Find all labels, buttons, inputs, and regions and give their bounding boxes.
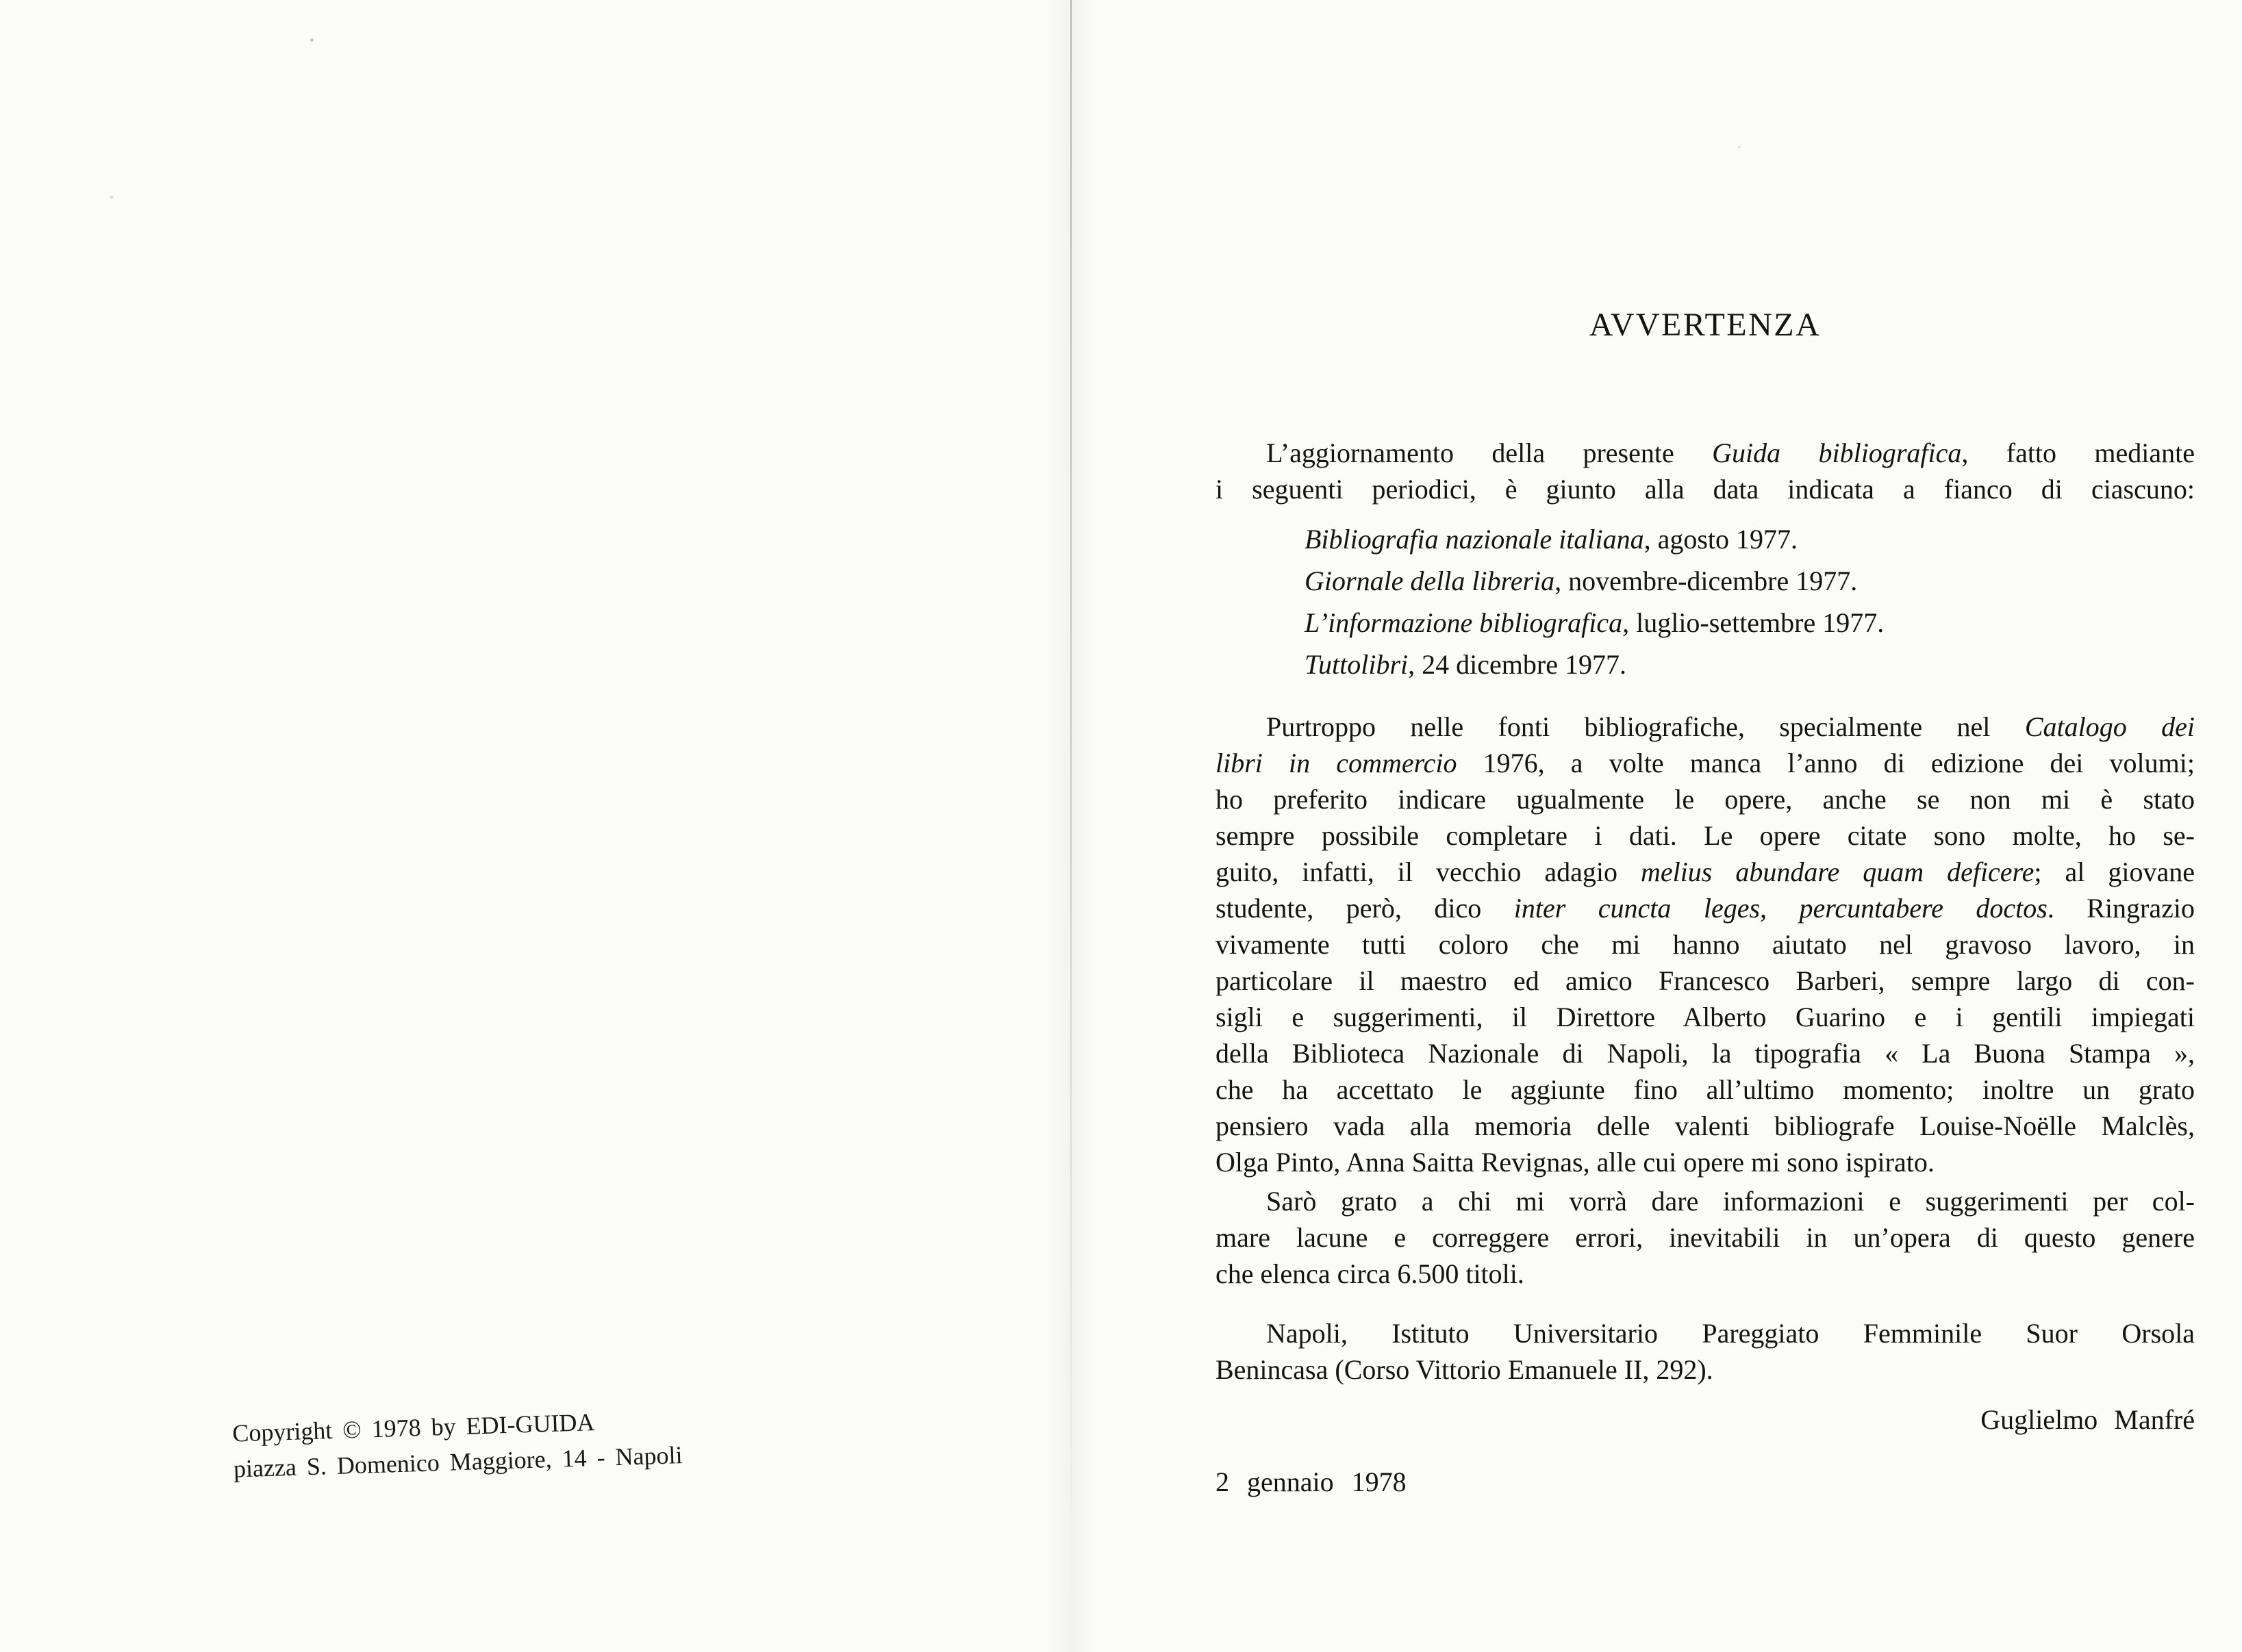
address xyxy=(1216,1315,2195,1388)
text-segment: Sarò grato a chi mi vorrà dare informazioni e suggerimenti per col- xyxy=(1266,1186,2195,1217)
text-segment: sigli e suggerimenti, il Direttore Alberto Guarino e i gentili impiegati xyxy=(1216,1002,2195,1032)
text-line xyxy=(1216,1464,2195,1500)
text-line xyxy=(1216,854,2195,890)
text-line xyxy=(1216,1183,2195,1219)
italic-text-segment: Giornale della libreria xyxy=(1305,566,1555,596)
text-segment: , fatto mediante xyxy=(1961,437,2195,468)
text-segment: . Ringrazio xyxy=(2047,893,2195,924)
italic-text-segment: Guida bibliografica xyxy=(1712,437,1962,468)
italic-text-segment: inter cuncta leges, percuntabere doctos xyxy=(1513,893,2048,924)
text-segment: , 24 dicembre 1977. xyxy=(1408,649,1626,680)
text-segment: particolare il maestro ed amico Francesco Barberi, sempre largo di con- xyxy=(1216,965,2195,996)
text-line xyxy=(1216,963,2195,999)
text-segment: pensiero vada alla memoria delle valenti bibliografe Louise-Noëlle Malclès, xyxy=(1216,1110,2195,1141)
periodicals xyxy=(1216,518,2195,685)
request xyxy=(1216,1183,2195,1292)
text-line xyxy=(1216,1035,2195,1071)
copyright-line-2: piazza S. Domenico Maggiore, 14 - Napoli xyxy=(233,1441,683,1483)
text-line xyxy=(1216,781,2195,817)
scan-speck xyxy=(310,38,314,42)
copyright-line-1: Copyright © 1978 by EDI-GUIDA xyxy=(231,1408,596,1447)
text-segment: Benincasa (Corso Vittorio Emanuele II, 292). xyxy=(1216,1354,1713,1385)
text-line xyxy=(1216,999,2195,1035)
page-title: AVVERTENZA xyxy=(1589,307,1822,343)
text-line xyxy=(1216,709,2195,745)
text-line xyxy=(1216,817,2195,854)
text-segment: Guglielmo Manfré xyxy=(1980,1404,2195,1435)
text-line xyxy=(1216,435,2195,471)
text-segment: vivamente tutti coloro che mi hanno aiutato nel gravoso lavoro, in xyxy=(1216,929,2195,960)
page-fold-line xyxy=(1070,0,1072,1652)
text-line xyxy=(1216,926,2195,963)
text-line xyxy=(1216,1351,2195,1388)
text-segment: Purtroppo nelle fonti bibliografiche, specialmente nel xyxy=(1266,711,2025,742)
text-segment: che ha accettato le aggiunte fino all’ultimo momento; inoltre un grato xyxy=(1216,1074,2195,1105)
text-line xyxy=(1216,890,2195,926)
scan-speck xyxy=(110,196,114,199)
text-segment: Olga Pinto, Anna Saitta Revignas, alle cui opere mi sono ispirato. xyxy=(1216,1147,1935,1178)
text-segment: 2 gennaio 1978 xyxy=(1216,1466,1407,1497)
copyright-notice xyxy=(232,1399,741,1486)
text-segment: 1976, a volte manca l’anno di edizione dei volumi; xyxy=(1457,748,2195,778)
text-blocks-container xyxy=(1216,435,2195,1500)
text-line xyxy=(1216,602,2195,644)
text-segment: , agosto 1977. xyxy=(1643,524,1798,555)
text-segment: mare lacune e correggere errori, inevitabili in un’opera di questo genere xyxy=(1216,1222,2195,1253)
text-segment: , novembre-dicembre 1977. xyxy=(1554,566,1858,596)
text-segment: della Biblioteca Nazionale di Napoli, la tipografia « La Buona Stampa », xyxy=(1216,1038,2195,1069)
text-segment: ho preferito indicare ugualmente le opere, anche se non mi è stato xyxy=(1216,784,2195,815)
text-line xyxy=(1216,1401,2195,1438)
text-line xyxy=(1216,1108,2195,1144)
text-line xyxy=(1216,1144,2195,1180)
text-segment: guito, infatti, il vecchio adagio xyxy=(1216,856,1641,887)
text-segment: i seguenti periodici, è giunto alla data indicata a fianco di ciascuno: xyxy=(1216,474,2195,505)
italic-text-segment: Tuttolibri xyxy=(1305,649,1409,680)
italic-text-segment: Bibliografia nazionale italiana xyxy=(1305,524,1644,555)
italic-text-segment: melius abundare quam deficere xyxy=(1640,856,2035,887)
text-line xyxy=(1216,518,2195,560)
text-segment: , luglio-settembre 1977. xyxy=(1622,607,1885,638)
body-paragraph xyxy=(1216,709,2195,1180)
text-line xyxy=(1216,1315,2195,1351)
text-segment: ; al giovane xyxy=(2034,856,2195,887)
intro-paragraph xyxy=(1216,435,2195,507)
text-line xyxy=(1216,1219,2195,1256)
text-line xyxy=(1216,745,2195,781)
dateline xyxy=(1216,1464,2195,1500)
right-page-text xyxy=(1216,305,2195,1500)
text-segment: L’aggiornamento della presente xyxy=(1266,437,1713,468)
text-segment: sempre possibile completare i dati. Le opere citate sono molte, ho se- xyxy=(1216,820,2195,851)
text-line xyxy=(1216,1071,2195,1108)
text-line xyxy=(1216,560,2195,602)
italic-text-segment: libri in commercio xyxy=(1216,748,1457,778)
text-segment: studente, però, dico xyxy=(1216,893,1514,924)
scan-speck xyxy=(1738,146,1741,149)
text-segment: Napoli, Istituto Universitario Pareggiato Femminile Suor Orsola xyxy=(1266,1318,2195,1349)
text-line xyxy=(1216,471,2195,507)
text-segment: che elenca circa 6.500 titoli. xyxy=(1216,1258,1524,1289)
italic-text-segment: Catalogo dei xyxy=(2024,711,2195,742)
italic-text-segment: L’informazione bibliografica xyxy=(1305,607,1623,638)
text-line xyxy=(1216,644,2195,685)
text-line xyxy=(1216,1256,2195,1292)
signature xyxy=(1216,1401,2195,1438)
